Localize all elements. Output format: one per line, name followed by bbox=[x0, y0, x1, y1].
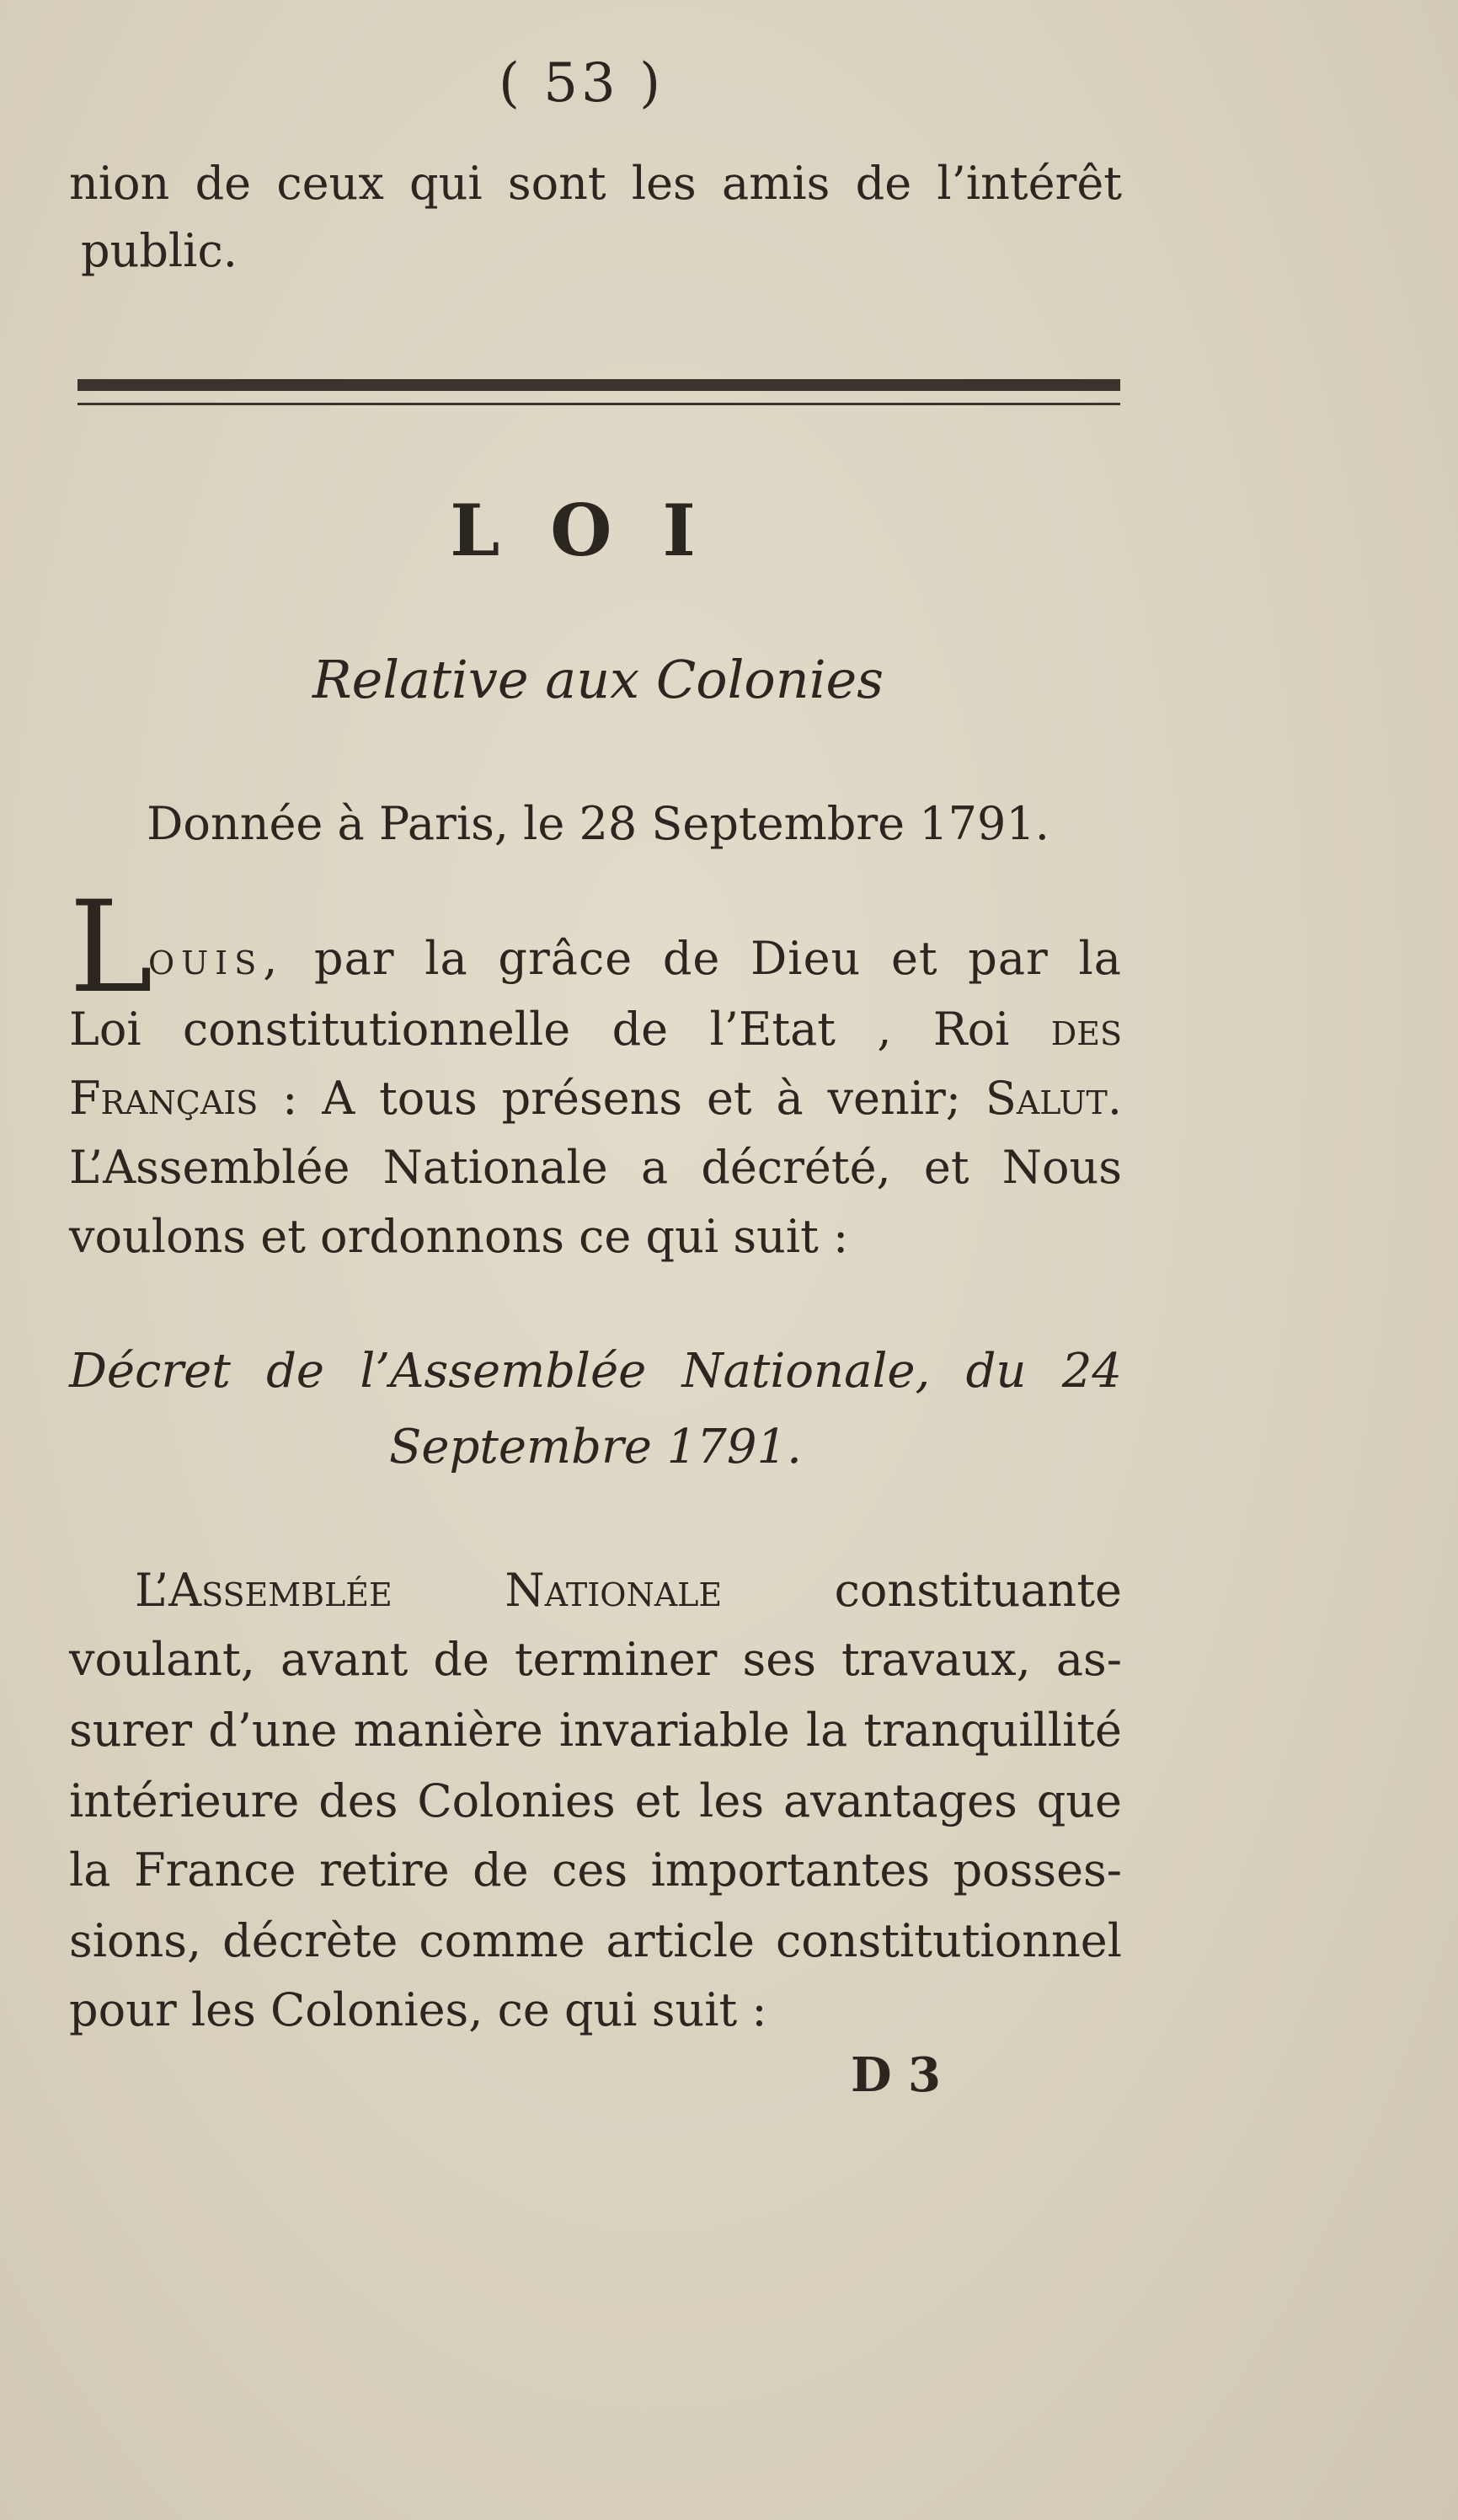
body-line-6: sions, décrète comme article constitutionnel bbox=[69, 1914, 1122, 1967]
preamble-line-2 bbox=[69, 994, 1122, 1065]
body-line-1 bbox=[135, 1555, 1122, 1626]
preamble-line-2-text: Loi constitutionnelle de l’Etat , Roi bbox=[69, 1003, 1010, 1056]
preamble-line-1-text: par la grâce de Dieu et par la bbox=[284, 932, 1122, 985]
body-line-4: intérieure des Colonies et les avantages que bbox=[69, 1774, 1122, 1827]
decree-heading-line-2: Septembre 1791. bbox=[389, 1420, 802, 1474]
signature-mark: D 3 bbox=[851, 2047, 942, 2103]
drop-cap: L bbox=[69, 875, 153, 1021]
preamble-line-3-text: : A tous présens et à venir; bbox=[258, 1072, 985, 1125]
carryover-line-2: public. bbox=[81, 224, 238, 277]
preamble-smallcaps-des: des bbox=[1009, 1003, 1123, 1056]
body-line-2: voulant, avant de terminer ses travaux, as- bbox=[69, 1633, 1122, 1686]
body-smallcaps-assemblee: L’Assemblée Nationale bbox=[135, 1564, 723, 1617]
section-rule-thick bbox=[77, 379, 1120, 391]
law-title: LOI bbox=[450, 489, 746, 572]
preamble-smallcaps-salut: Salut. bbox=[985, 1072, 1122, 1125]
preamble-line-1 bbox=[148, 923, 1122, 994]
page-number: ( 53 ) bbox=[498, 52, 665, 115]
preamble-line-3 bbox=[69, 1063, 1122, 1134]
dateline: Donnée à Paris, le 28 Septembre 1791. bbox=[147, 797, 1049, 850]
preamble-line-5: voulons et ordonnons ce qui suit : bbox=[69, 1210, 849, 1263]
carryover-line-1: nion de ceux qui sont les amis de l’intérêt bbox=[69, 157, 1122, 210]
preamble-line-4: L’Assemblée Nationale a décrété, et Nous bbox=[69, 1141, 1122, 1194]
body-line-1-text: constituante bbox=[722, 1564, 1122, 1617]
body-line-7: pour les Colonies, ce qui suit : bbox=[69, 1983, 767, 2036]
decree-heading-line-1: Décret de l’Assemblée Nationale, du 24 bbox=[69, 1344, 1122, 1399]
preamble-smallcaps-ouis: ouis, bbox=[148, 932, 285, 985]
body-line-5: la France retire de ces importantes posses- bbox=[69, 1843, 1122, 1897]
body-line-3: surer d’une manière invariable la tranquillité bbox=[69, 1704, 1122, 1757]
law-subtitle: Relative aux Colonies bbox=[312, 649, 884, 710]
section-rule-thin bbox=[77, 403, 1120, 405]
preamble-smallcaps-francais: Français bbox=[69, 1072, 259, 1125]
